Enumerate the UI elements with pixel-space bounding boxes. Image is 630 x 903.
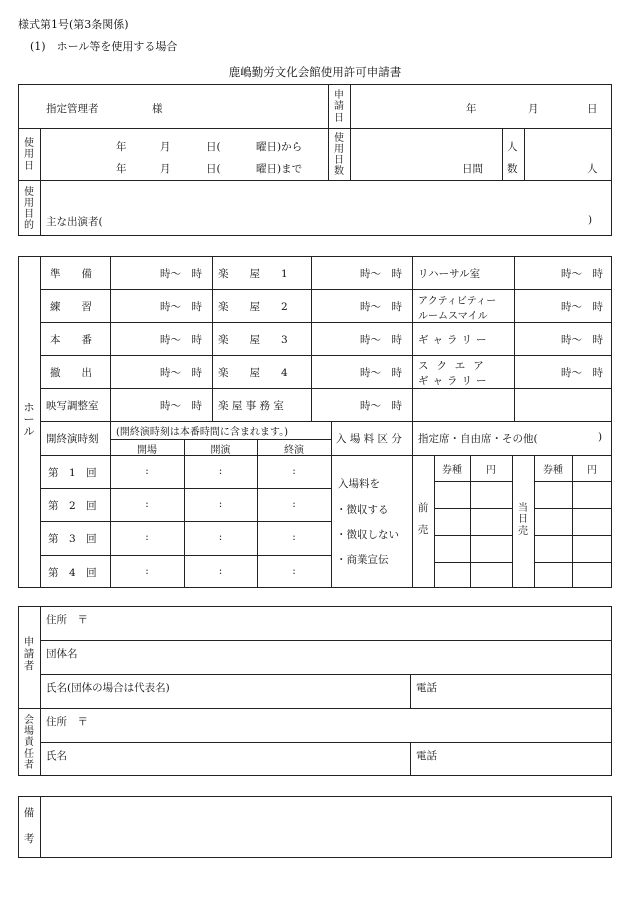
row-activity-1: アクティビティー [418,296,497,307]
hall-side-label: ホ ー ル [23,400,35,439]
to-weekday: 曜日)まで [256,163,303,175]
colon-4a: : [145,565,149,577]
person-unit: 人 [587,163,598,175]
row-tesshutsu: 撤 出 [50,367,92,379]
remarks-section [18,796,612,858]
row-square-2: ギャラリー [418,375,491,387]
time-4a: 時〜 時 [160,367,202,379]
col-shuen: 終演 [284,445,304,456]
row-square-1: スクエア [418,360,492,372]
row-gakuya1: 楽 屋 1 [218,268,288,280]
time-4b: 時〜 時 [360,367,402,379]
performer-label: 主な出演者( [46,216,103,228]
round-2: 第 2 回 [48,500,97,512]
purpose-label: 使 用 目 的 [24,186,34,232]
time-3c: 時〜 時 [561,334,603,346]
fee-opt-free: ・徴収しない [336,529,399,541]
time-2c: 時〜 時 [561,301,603,313]
top-section [18,84,612,236]
sama-label: 様 [152,103,163,115]
applicant-address: 住所 〒 [46,614,88,626]
time-2a: 時〜 時 [160,301,202,313]
colon-1b: : [218,465,223,477]
row-eisha: 映写調整室 [46,400,99,412]
apply-day: 日 [587,103,598,115]
persons-label-1: 人 [507,141,518,153]
row-gallery: ギャラリー [418,334,491,346]
form-number: 様式第1号(第3条関係) [18,18,129,31]
round-1: 第 1 回 [48,467,97,479]
time-1c: 時〜 時 [561,268,603,280]
use-day-label: 使 用 日 [24,138,34,172]
applicant-phone: 電話 [416,682,437,694]
seat-type-close: ) [598,431,603,443]
time-3a: 時〜 時 [160,334,202,346]
dayof-kind: 券種 [543,465,563,476]
applicant-group: 団体名 [46,648,78,660]
col-kaien: 開演 [210,445,231,456]
colon-2a: : [145,498,149,510]
from-year: 年 [116,141,127,153]
persons-label-2: 数 [507,163,518,175]
colon-1c: : [292,465,296,477]
remarks-label: 備 考 [23,807,35,845]
time-1a: 時〜 時 [160,268,202,280]
fee-class-label: 入 場 料 区 分 [336,433,402,445]
from-day: 日( [206,141,221,153]
seat-type-label: 指定席・自由席・その他( [418,433,538,445]
row-gakuya3: 楽 屋 3 [218,334,288,346]
apply-date-label: 申 請 日 [334,90,344,124]
use-days-label: 使 用 日 数 [334,132,344,178]
responsible-side-label: 会 場 責 任 者 [24,715,34,771]
colon-2b: : [218,498,223,510]
row-activity-2: ルームスマイル [418,311,488,322]
fee-title: 入場料を [338,478,380,490]
time-4c: 時〜 時 [561,367,603,379]
row-renshu: 練 習 [50,301,92,313]
round-4: 第 4 回 [48,567,97,579]
days-unit: 日間 [462,163,483,175]
col-kaijo: 開場 [137,445,157,456]
applicant-side-label: 申 請 者 [23,636,35,672]
presale-kind: 券種 [442,465,462,476]
time-3b: 時〜 時 [360,334,402,346]
apply-year: 年 [466,103,477,115]
to-year: 年 [116,163,127,175]
applicant-name: 氏名(団体の場合は代表名) [46,682,170,694]
kaishu-note: (開終演時刻は本番時間に含まれます。) [116,427,289,438]
manager-label: 指定管理者 [46,103,99,115]
colon-4b: : [218,565,223,577]
row-gakuya4: 楽 屋 4 [218,367,288,379]
presale-label: 前 売 [417,502,429,536]
round-3: 第 3 回 [48,533,97,545]
row-rehearsal: リハーサル室 [418,268,481,280]
colon-4c: : [292,565,296,577]
dayof-yen: 円 [587,465,597,476]
row-honban: 本 番 [50,334,92,346]
responsible-name: 氏名 [46,750,67,762]
page-title: 鹿嶋勤労文化会館使用許可申請書 [228,65,402,79]
fee-opt-collect: ・徴収する [336,504,389,516]
row-gakuya2: 楽 屋 2 [218,301,288,313]
presale-yen: 円 [486,465,496,476]
time-5a: 時〜 時 [160,400,202,412]
fee-opt-commercial: ・商業宣伝 [336,554,389,566]
to-month: 月 [160,163,171,175]
apply-month: 月 [528,103,539,115]
responsible-phone: 電話 [416,750,437,762]
responsible-address: 住所 〒 [46,716,88,728]
time-2b: 時〜 時 [360,301,402,313]
dayof-label: 当 日 売 [518,503,528,537]
colon-3a: : [145,531,149,543]
colon-2c: : [292,498,296,510]
from-weekday: 曜日)から [256,141,303,153]
performer-close: ) [588,214,593,226]
time-1b: 時〜 時 [360,268,402,280]
row-junbi: 準 備 [50,268,92,280]
kaishu-label: 開終演時刻 [46,433,99,445]
from-month: 月 [160,141,171,153]
colon-1a: : [145,465,149,477]
colon-3b: : [218,531,223,543]
colon-3c: : [292,531,296,543]
row-gakuya-office: 楽 屋 事 務 室 [218,400,284,412]
to-day: 日( [206,163,221,175]
time-5b: 時〜 時 [360,400,402,412]
case-label: (1) ホール等を使用する場合 [30,40,178,53]
